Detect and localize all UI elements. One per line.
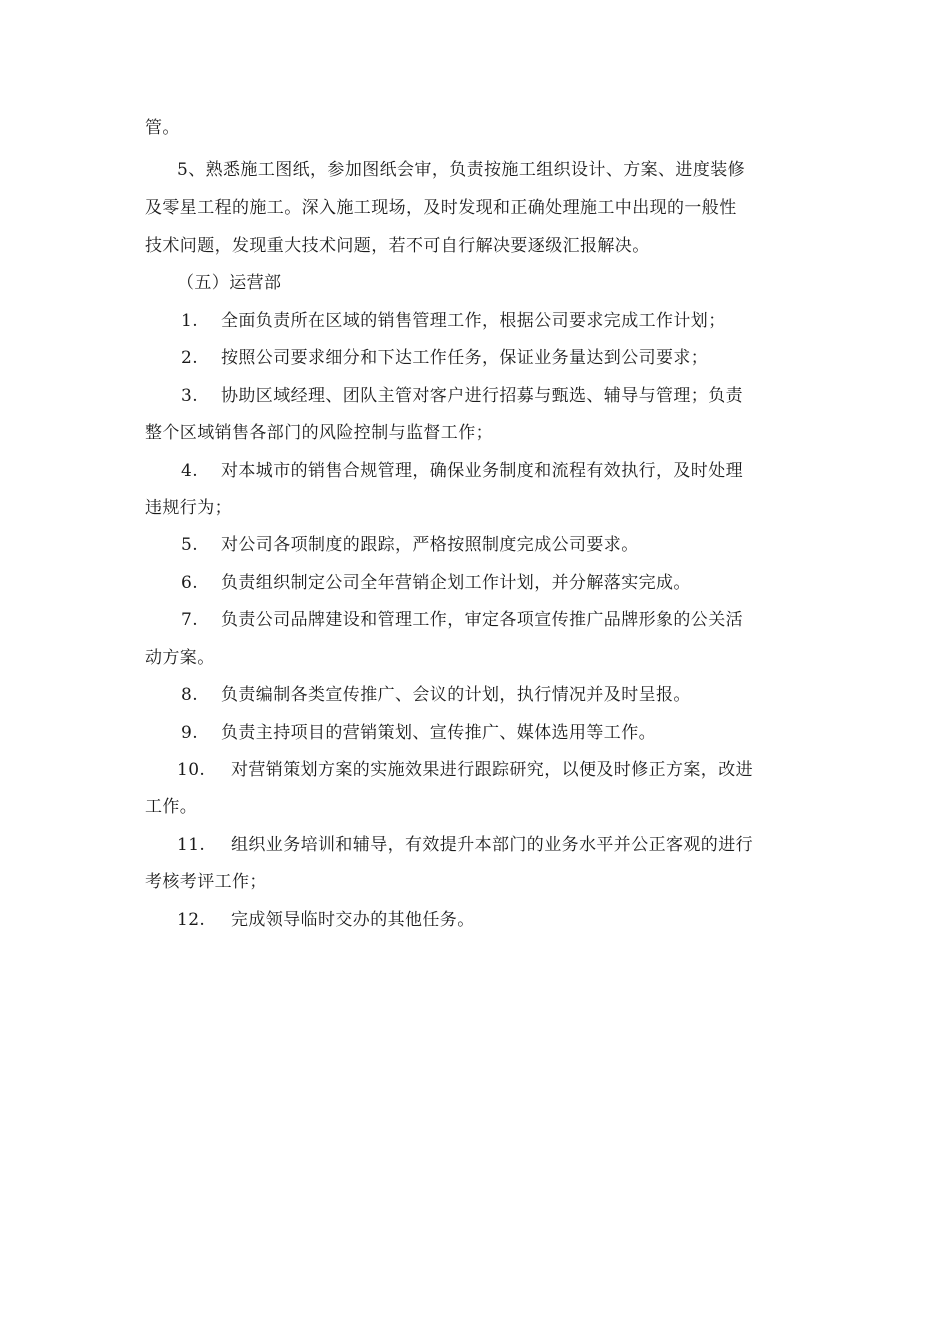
paragraph-line: 整个区域销售各部门的风险控制与监督工作； [145, 423, 493, 443]
list-item: 12. 完成领导临时交办的其他任务。 [177, 910, 475, 930]
paragraph-line: 及零星工程的施工。深入施工现场，及时发现和正确处理施工中出现的一般性 [145, 198, 737, 218]
paragraph-line: 5、熟悉施工图纸，参加图纸会审，负责按施工组织设计、方案、进度装修 [177, 160, 746, 180]
list-number: 9. [181, 723, 199, 743]
list-number: 3. [181, 386, 199, 406]
list-number: 4. [181, 461, 199, 481]
list-number: 11. [177, 835, 206, 855]
list-number: 7. [181, 610, 199, 630]
list-item: 6. 负责组织制定公司全年营销企划工作计划，并分解落实完成。 [181, 573, 691, 593]
list-item: 4. 对本城市的销售合规管理，确保业务制度和流程有效执行，及时处理 [181, 461, 743, 481]
paragraph-line: 动方案。 [145, 648, 215, 668]
list-item: 11. 组织业务培训和辅导，有效提升本部门的业务水平并公正客观的进行 [177, 835, 753, 855]
paragraph-line: 管。 [145, 118, 180, 138]
list-item: 10. 对营销策划方案的实施效果进行跟踪研究，以便及时修正方案，改进 [177, 760, 753, 780]
list-number: 10. [177, 760, 206, 780]
list-item: 9. 负责主持项目的营销策划、宣传推广、媒体选用等工作。 [181, 723, 656, 743]
list-item: 2. 按照公司要求细分和下达工作任务，保证业务量达到公司要求； [181, 348, 709, 368]
paragraph-line: 工作。 [145, 797, 198, 817]
list-item: 7. 负责公司品牌建设和管理工作，审定各项宣传推广品牌形象的公关活 [181, 610, 743, 630]
list-number: 12. [177, 910, 206, 930]
paragraph-line: 技术问题，发现重大技术问题，若不可自行解决要逐级汇报解决。 [145, 236, 650, 256]
list-item: 1. 全面负责所在区域的销售管理工作，根据公司要求完成工作计划； [181, 311, 726, 331]
list-number: 1. [181, 311, 199, 331]
paragraph-line: 违规行为； [145, 498, 232, 518]
list-number: 2. [181, 348, 199, 368]
paragraph-line: 考核考评工作； [145, 872, 267, 892]
list-number: 6. [181, 573, 199, 593]
list-number: 5. [181, 535, 199, 555]
list-item: 3. 协助区域经理、团队主管对客户进行招募与甄选、辅导与管理；负责 [181, 386, 743, 406]
list-number: 8. [181, 685, 199, 705]
list-item: 5. 对公司各项制度的跟踪，严格按照制度完成公司要求。 [181, 535, 639, 555]
section-heading: （五）运营部 [177, 273, 282, 293]
list-item: 8. 负责编制各类宣传推广、会议的计划，执行情况并及时呈报。 [181, 685, 691, 705]
